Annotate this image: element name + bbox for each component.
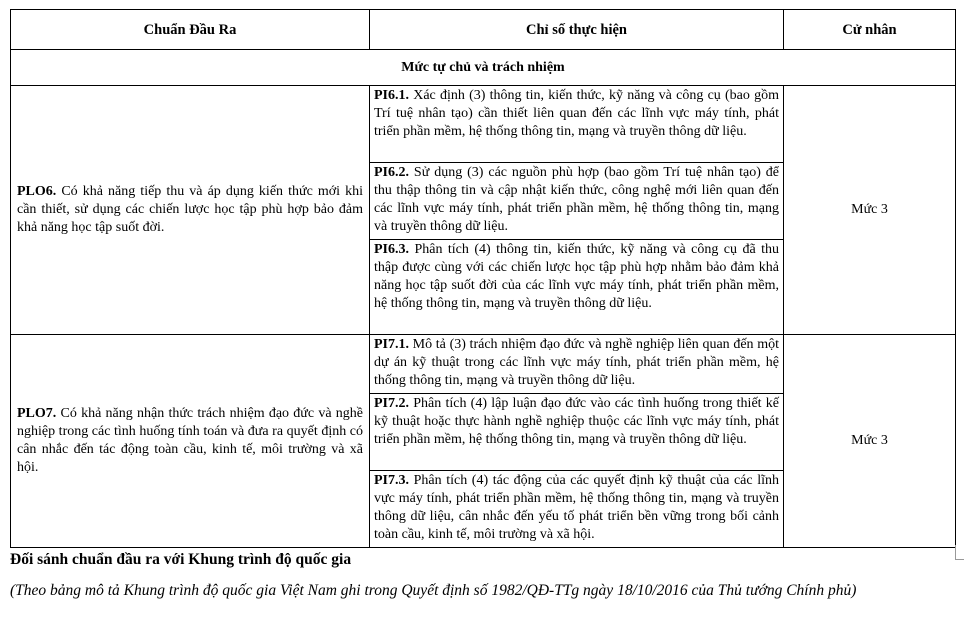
- plo-code: PLO6.: [17, 184, 57, 199]
- plo6-cell: [11, 86, 370, 335]
- header-row: [11, 10, 956, 50]
- pi-text: Phân tích (4) thông tin, kiến thức, kỹ năng và công cụ đã thu thập được cùng với các chiến lược học tập phù hợp nhằm bảo đảm khả năng học tập suốt đời của các lĩnh vực máy tính, phát triển phần mềm, hệ thống thông tin, mạng và truyền thông dữ liệu.: [374, 242, 779, 311]
- table-row: [11, 86, 956, 163]
- pi-text: Mô tả (3) trách nhiệm đạo đức và nghề nghiệp liên quan đến một dự án kỹ thuật trong các lĩnh vực máy tính, phát triển phần mềm, hệ thống thông tin, mạng và truyền thông dữ liệu.: [374, 337, 779, 388]
- pi-code: PI7.1.: [374, 337, 409, 352]
- pi-text: Xác định (3) thông tin, kiến thức, kỹ năng và công cụ (bao gồm Trí tuệ nhân tạo) cần thiết liên quan đến các lĩnh vực máy tính, phát triển phần mềm, hệ thống thông tin, mạng và truyền thông dữ liệu.: [374, 88, 779, 139]
- plo7-cell: [11, 335, 370, 548]
- plo-text: Có khả năng tiếp thu và áp dụng kiến thức mới khi cần thiết, sử dụng các chiến lược học tập phù hợp bảo đảm khả năng học tập suốt đời.: [17, 184, 363, 235]
- pi6-1-cell: [370, 86, 784, 163]
- plo-table: [10, 9, 956, 548]
- header-level: Cử nhân: [784, 10, 956, 50]
- table-row: [11, 335, 956, 394]
- pi-code: PI7.2.: [374, 396, 409, 411]
- pi-text: Phân tích (4) lập luận đạo đức vào các tình huống trong thiết kế kỹ thuật hoặc thực hành nghề nghiệp thuộc các lĩnh vực máy tính, phát triển phần mềm, hệ thống thông tin, mạng và truyền thông dữ liệu.: [374, 396, 779, 447]
- pi6-2-cell: [370, 163, 784, 240]
- pi6-3-cell: [370, 240, 784, 335]
- pi-text: Sử dụng (3) các nguồn phù hợp (bao gồm Trí tuệ nhân tạo) để thu thập thông tin và cập nhật kiến thức, công nghệ mới liên quan đến các lĩnh vực máy tính, phát triển phần mềm, hệ thống thông tin, mạng và truyền thông dữ liệu.: [374, 165, 779, 234]
- pi7-2-cell: [370, 394, 784, 471]
- plo-text: Có khả năng nhận thức trách nhiệm đạo đức và nghề nghiệp trong các tình huống tính toán và đưa ra quyết định có cân nhắc đến tác động toàn cầu, kinh tế, môi trường và xã hội.: [17, 406, 363, 475]
- pi-code: PI7.3.: [374, 473, 409, 488]
- pi-code: PI6.1.: [374, 88, 409, 103]
- pi-code: PI6.3.: [374, 242, 409, 257]
- section-title: Mức tự chủ và trách nhiệm: [11, 50, 956, 86]
- pi-code: PI6.2.: [374, 165, 409, 180]
- section-heading: Đối sánh chuẩn đầu ra với Khung trình độ quốc gia: [10, 551, 352, 568]
- level-cell: Mức 3: [784, 86, 956, 335]
- section-row: [11, 50, 956, 86]
- header-cdr: Chuẩn Đầu Ra: [11, 10, 370, 50]
- pi-text: Phân tích (4) tác động của các quyết định kỹ thuật của các lĩnh vực máy tính, phát triển phần mềm, hệ thống thông tin, mạng và truyền thông dữ liệu, cân nhắc đến yếu tố phát triển bền vững trong bối cảnh toàn cầu, kinh tế, môi trường và xã hội.: [374, 473, 779, 542]
- plo-code: PLO7.: [17, 406, 57, 421]
- page-corner-mark: [955, 545, 964, 560]
- level-cell: Mức 3: [784, 335, 956, 548]
- header-pi: Chỉ số thực hiện: [370, 10, 784, 50]
- pi7-3-cell: [370, 471, 784, 548]
- pi7-1-cell: [370, 335, 784, 394]
- source-note: (Theo bảng mô tả Khung trình độ quốc gia Việt Nam ghi trong Quyết định số 1982/QĐ-TTg ngày 18/10/2016 của Thủ tướng Chính phủ): [10, 582, 857, 599]
